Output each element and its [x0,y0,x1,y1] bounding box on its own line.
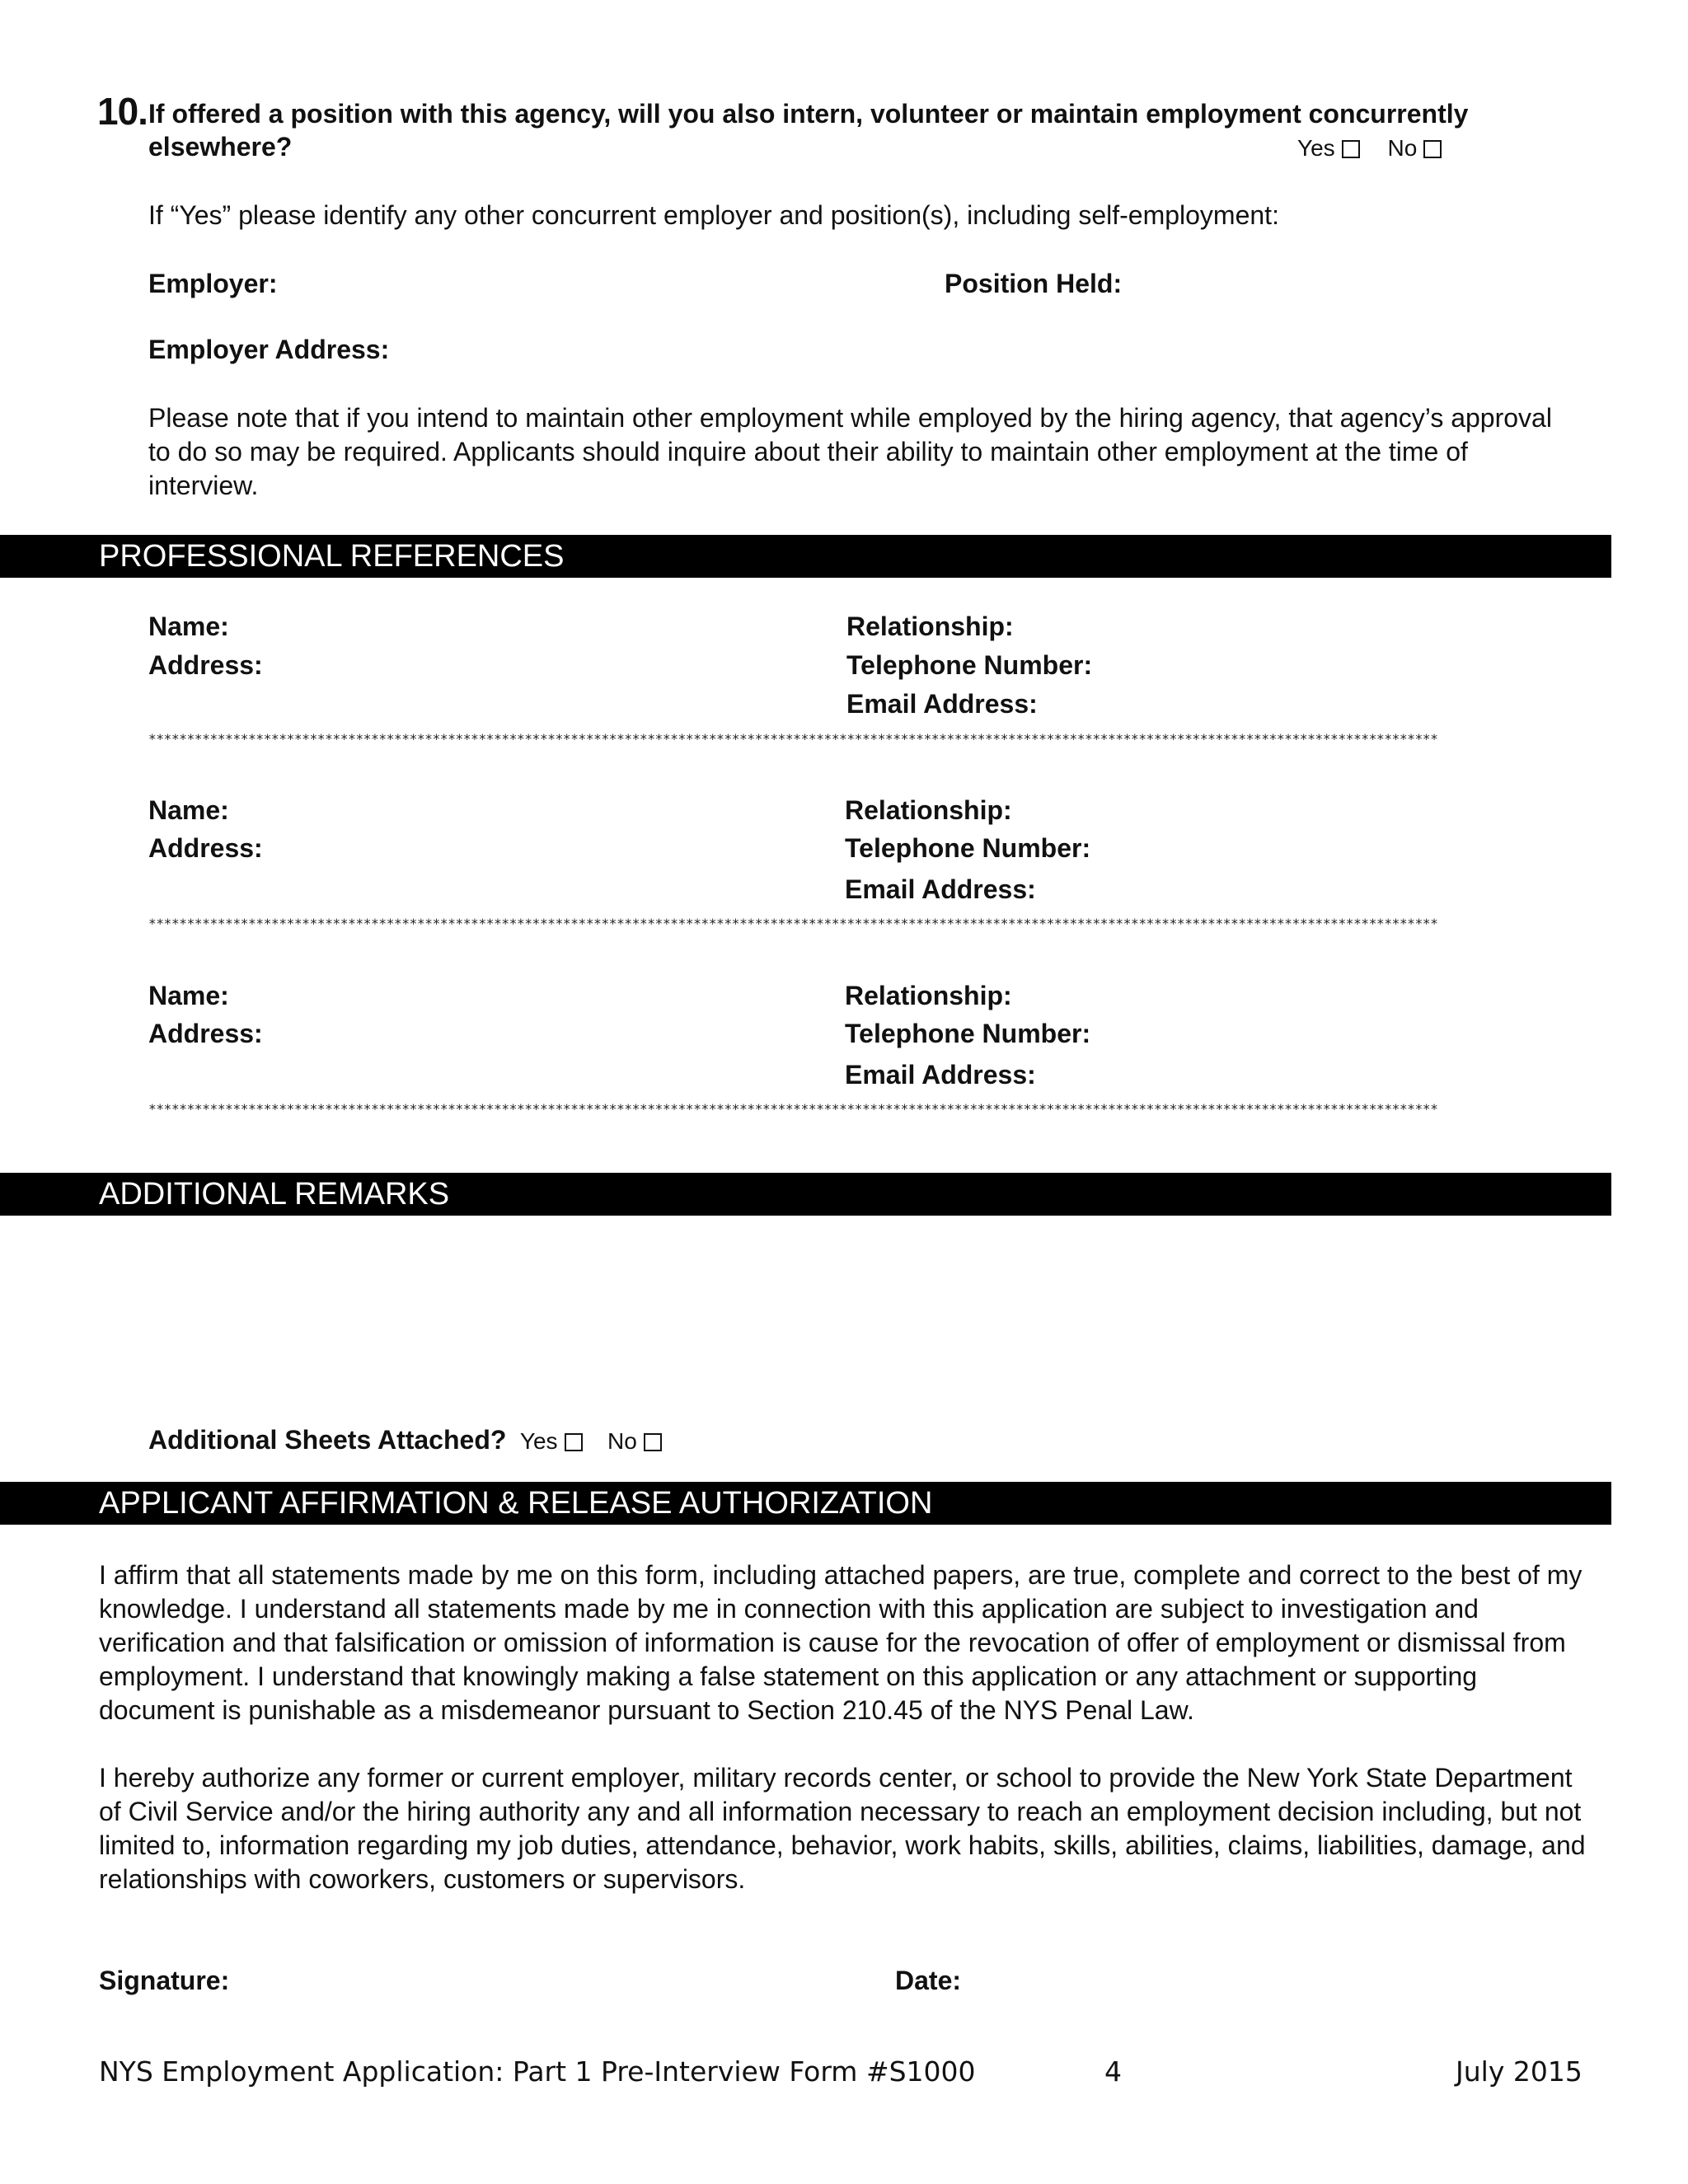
other-employment-note: Please note that if you intend to maintain other employment while employed by the hiring agency, that agency’s approval to do so may be required. Applicants should inquire about their ability to maintain other employment at the time of interview. [148,403,1552,500]
footer-form-title: NYS Employment Application: Part 1 Pre-Interview Form #S1000 [99,2055,976,2088]
additional-sheets-row [148,1423,665,1456]
concurrent-employment-options [1297,134,1445,163]
question-number: 10. [97,90,148,133]
remarks-heading: ADDITIONAL REMARKS [99,1177,450,1212]
reference-name-label: Name: [148,981,229,1010]
additional-sheets-label: Additional Sheets Attached? [148,1425,507,1455]
reference-email-label: Email Address: [845,874,1036,904]
no-label: No [607,1428,637,1454]
asterisk-separator: ************************************************************************************************************************************************************************ [148,1101,1438,1117]
reference-address-label: Address: [148,1019,263,1048]
yes-label: Yes [519,1428,558,1454]
if-yes-instruction: If “Yes” please identify any other concurrent employer and position(s), including self-employment: [148,200,1279,230]
signature-label: Signature: [99,1966,230,1995]
employer-label: Employer: [148,269,278,298]
question-text-line1: If offered a position with this agency, will you also intern, volunteer or maintain employment concurrently [148,99,1469,129]
asterisk-separator: ************************************************************************************************************************************************************************ [148,916,1438,931]
reference-address-label: Address: [148,833,263,863]
position-held-label: Position Held: [945,269,1123,298]
reference-telephone-label: Telephone Number: [845,1019,1091,1048]
authorization-paragraph: I hereby authorize any former or current employer, military records center, or school to provide the New York State Department of Civil Service and/or the hiring authority any and all information necessary to reach an employment decision including, but not limited to, information regarding my job duties, attendance, behavior, work habits, skills, abilities, claims, liabilities, damage, and relationships with coworkers, customers or supervisors. [99,1763,1586,1894]
affirmation-paragraph: I affirm that all statements made by me on this form, including attached papers, are true, complete and correct to the best of my knowledge. I understand all statements made by me in connection with this application are subject to investigation and verification and that falsification or omission of information is cause for the revocation of offer of employment or dismissal from employment. I understand that knowingly making a false statement on this application or any attachment or supporting document is punishable as a misdemeanor pursuant to Section 210.45 of the NYS Penal Law. [99,1560,1582,1725]
reference-relationship-label: Relationship: [846,612,1014,641]
reference-relationship-label: Relationship: [845,795,1012,825]
employer-address-label: Employer Address: [148,335,390,364]
reference-telephone-label: Telephone Number: [846,650,1093,680]
date-label: Date: [895,1966,962,1995]
reference-email-label: Email Address: [845,1060,1036,1090]
asterisk-separator: ************************************************************************************************************************************************************************ [148,731,1438,747]
yes-label: Yes [1297,135,1335,161]
yes-checkbox[interactable] [1342,140,1360,158]
references-heading: PROFESSIONAL REFERENCES [99,539,565,574]
section-header-affirmation [0,1482,1611,1525]
reference-name-label: Name: [148,612,229,641]
affirmation-heading: APPLICANT AFFIRMATION & RELEASE AUTHORIZATION [99,1486,933,1521]
question-text-line2: elsewhere? [148,132,293,162]
no-checkbox[interactable] [644,1433,662,1451]
reference-telephone-label: Telephone Number: [845,833,1091,863]
no-label: No [1387,135,1418,161]
reference-relationship-label: Relationship: [845,981,1012,1010]
reference-address-label: Address: [148,650,263,680]
footer-page-number: 4 [1104,2055,1122,2088]
reference-name-label: Name: [148,795,229,825]
no-checkbox[interactable] [1423,140,1442,158]
yes-checkbox[interactable] [565,1433,583,1451]
section-header-remarks [0,1173,1611,1216]
section-header-references [0,535,1611,578]
reference-email-label: Email Address: [846,689,1038,719]
footer-date: July 2015 [1456,2055,1582,2088]
